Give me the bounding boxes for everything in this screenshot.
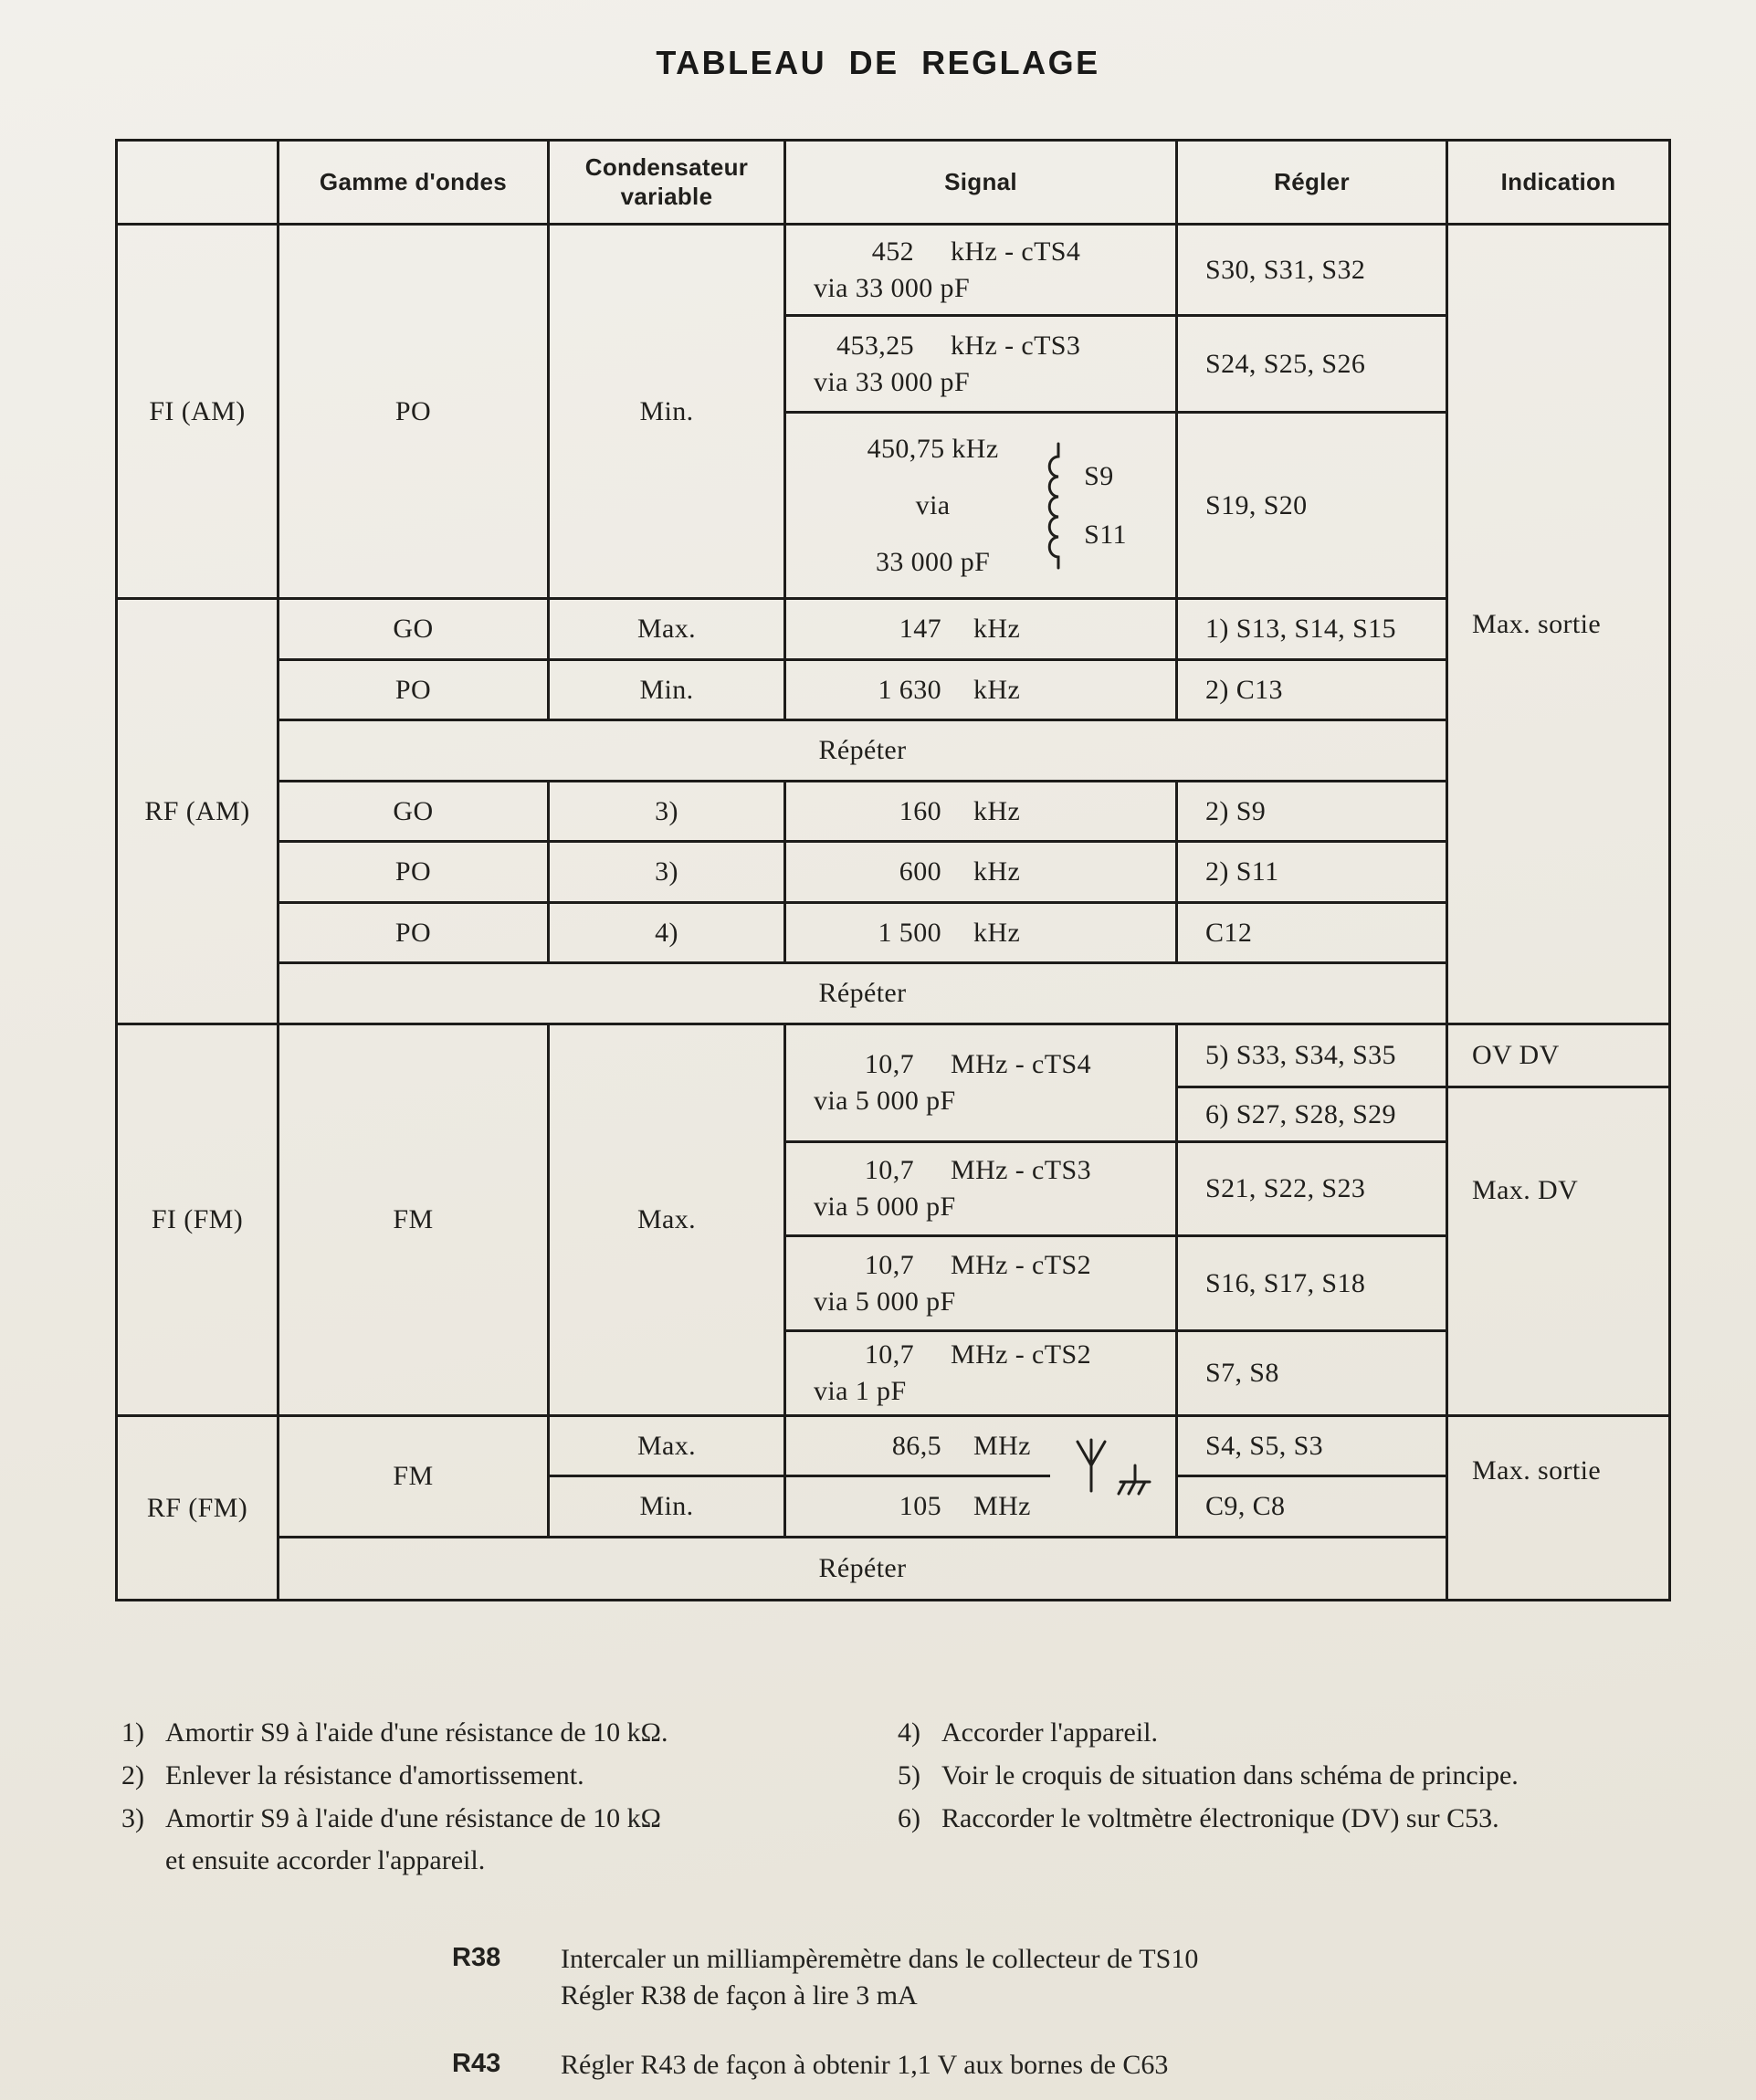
- regler-cell: C9, C8: [1177, 1476, 1447, 1538]
- col-header-condensateur: [549, 141, 785, 225]
- footnote-item: [121, 1718, 852, 1748]
- signal-cell: [785, 1142, 1177, 1236]
- note-line1: Régler R43 de façon à obtenir 1,1 V aux bornes de C63: [561, 2050, 1169, 2080]
- coil-label-top: S9: [1084, 460, 1114, 491]
- rf-am-row-1: [117, 599, 1670, 660]
- indication-cell-maxdv: Max. DV: [1447, 1087, 1670, 1416]
- regler-cell: S7, S8: [1177, 1331, 1447, 1416]
- signal-via: via 33 000 pF: [814, 272, 971, 303]
- col-header-regler: Régler: [1177, 141, 1447, 225]
- gamme-cell: PO: [279, 660, 549, 720]
- footnote-text: Enlever la résistance d'amortissement.: [165, 1760, 584, 1790]
- header-row: [117, 141, 1670, 225]
- signal-unit: kHz: [973, 795, 1021, 826]
- signal-cell: [785, 782, 1177, 842]
- signal-frequency: 10,7: [864, 1249, 914, 1280]
- signal-unit: kHz: [973, 856, 1021, 887]
- footnote-number: 2): [121, 1760, 144, 1790]
- regler-cell: 2) S9: [1177, 782, 1447, 842]
- footnote-item: [121, 1804, 852, 1875]
- signal-frequency: 86,5: [891, 1430, 941, 1461]
- signal-frequency: 1 500: [878, 917, 941, 948]
- regler-cell: 5) S33, S34, S35: [1177, 1024, 1447, 1087]
- footnote-number: 6): [898, 1803, 920, 1833]
- regler-cell: S24, S25, S26: [1177, 316, 1447, 413]
- col-header-gamme: Gamme d'ondes: [279, 141, 549, 225]
- footnote-text: Voir le croquis de situation dans schéma de principe.: [941, 1760, 1519, 1790]
- repeater-row-cell: Répéter: [279, 963, 1447, 1024]
- section-label-rf-fm: RF (FM): [117, 1416, 279, 1601]
- rf-fm-row-1: [117, 1416, 1670, 1476]
- footnote-item: [898, 1761, 1674, 1790]
- col-header-cond-line1: Condensateur: [584, 153, 749, 182]
- note-r43: [452, 2047, 1756, 2084]
- signal-via: via 5 000 pF: [814, 1286, 956, 1317]
- note-line1: Intercaler un milliampèremètre dans le collecteur de TS10: [561, 1944, 1199, 1974]
- signal-target: MHz - cTS4: [951, 1049, 1091, 1079]
- note-body: [561, 2047, 1168, 2084]
- document-title: TABLEAU DE REGLAGE: [656, 44, 1100, 81]
- signal-cell: [785, 1236, 1177, 1331]
- rf-am-row-5: [117, 903, 1670, 963]
- rf-am-row-3: [117, 782, 1670, 842]
- signal-via: via: [915, 489, 951, 520]
- coil-symbol-icon: [1044, 442, 1071, 570]
- signal-unit: MHz: [973, 1491, 1031, 1521]
- condensateur-cell: Max.: [549, 1416, 785, 1476]
- rf-am-row-4: [117, 842, 1670, 903]
- signal-target: kHz - cTS4: [951, 236, 1081, 267]
- footnotes-right-column: [898, 1718, 1674, 1847]
- antenna-ground-icon: [1058, 1436, 1166, 1509]
- repeat-row-1: [117, 720, 1670, 782]
- signal-frequency: 160: [899, 795, 941, 826]
- footnote-text: Accorder l'appareil.: [941, 1717, 1158, 1748]
- footnotes-section: [0, 1718, 1756, 1875]
- note-label: R43: [452, 2049, 501, 2078]
- condensateur-cell: Max.: [549, 599, 785, 660]
- adjustment-notes: [452, 1941, 1756, 2084]
- regler-cell: S21, S22, S23: [1177, 1142, 1447, 1236]
- signal-unit: kHz: [973, 674, 1021, 705]
- signal-target: MHz - cTS2: [951, 1249, 1091, 1280]
- signal-frequency: 450,75 kHz: [867, 433, 999, 464]
- footnotes-left-column: [121, 1718, 852, 1875]
- signal-cell: [785, 1416, 1050, 1476]
- footnote-text-line2: et ensuite accorder l'appareil.: [165, 1845, 486, 1875]
- condensateur-cell: 4): [549, 903, 785, 963]
- signal-via: via 1 pF: [814, 1376, 907, 1406]
- repeat-row-3: [117, 1538, 1670, 1601]
- condensateur-cell: Min.: [549, 1476, 785, 1538]
- signal-unit: MHz: [973, 1430, 1031, 1461]
- condensateur-cell: Min.: [549, 660, 785, 720]
- note-line2: Régler R38 de façon à lire 3 mA: [561, 1980, 918, 2011]
- regler-cell: S16, S17, S18: [1177, 1236, 1447, 1331]
- indication-cell-am: Max. sortie: [1447, 225, 1670, 1024]
- regler-cell: S4, S5, S3: [1177, 1416, 1447, 1476]
- section-label-fi-am: FI (AM): [117, 225, 279, 599]
- signal-via: via 5 000 pF: [814, 1192, 956, 1222]
- signal-frequency: 452: [871, 236, 914, 267]
- signal-frequency: 10,7: [864, 1339, 914, 1370]
- signal-frequency: 147: [899, 614, 941, 644]
- fi-am-row-1: [117, 225, 1670, 316]
- signal-frequency: 1 630: [878, 674, 941, 705]
- signal-frequency: 600: [899, 856, 941, 887]
- footnote-text: [165, 1804, 852, 1875]
- rf-am-row-2: [117, 660, 1670, 720]
- note-body: [561, 1941, 1198, 2014]
- regler-cell: C12: [1177, 903, 1447, 963]
- gamme-cell: FM: [279, 1416, 549, 1538]
- repeater-row-cell: Répéter: [279, 1538, 1447, 1601]
- regler-cell: 6) S27, S28, S29: [1177, 1087, 1447, 1142]
- regler-cell: 2) C13: [1177, 660, 1447, 720]
- fi-fm-row-1: [117, 1024, 1670, 1087]
- regler-cell: 1) S13, S14, S15: [1177, 599, 1447, 660]
- signal-unit: kHz: [973, 917, 1021, 948]
- gamme-cell: PO: [279, 903, 549, 963]
- regler-cell: 2) S11: [1177, 842, 1447, 903]
- condensateur-cell: Max.: [549, 1024, 785, 1416]
- condensateur-cell: Min.: [549, 225, 785, 599]
- signal-unit: kHz: [973, 614, 1021, 644]
- footnote-number: 1): [121, 1717, 144, 1748]
- section-label-rf-am: RF (AM): [117, 599, 279, 1024]
- signal-cell: [785, 316, 1177, 413]
- col-header-cond-line2: variable: [620, 182, 713, 210]
- signal-cell: [785, 903, 1177, 963]
- gamme-cell: PO: [279, 842, 549, 903]
- signal-via: via 33 000 pF: [814, 366, 971, 397]
- regler-cell: S19, S20: [1177, 413, 1447, 599]
- footnote-item: [898, 1804, 1674, 1833]
- signal-cell: [785, 1331, 1177, 1416]
- gamme-cell: PO: [279, 225, 549, 599]
- signal-cell: [785, 1476, 1050, 1538]
- indication-cell-ovdv: OV DV: [1447, 1024, 1670, 1087]
- signal-cell: [785, 1024, 1177, 1142]
- footnote-number: 5): [898, 1760, 920, 1790]
- footnote-item: [898, 1718, 1674, 1748]
- gamme-cell: GO: [279, 599, 549, 660]
- section-label-fi-fm: FI (FM): [117, 1024, 279, 1416]
- signal-cell: [785, 842, 1177, 903]
- signal-target: kHz - cTS3: [951, 330, 1081, 361]
- footnote-number: 3): [121, 1803, 144, 1833]
- indication-cell-fm: Max. sortie: [1447, 1416, 1670, 1601]
- note-label: R38: [452, 1943, 501, 1972]
- col-header-indication: Indication: [1447, 141, 1670, 225]
- col-header-blank: [117, 141, 279, 225]
- signal-target: MHz - cTS2: [951, 1339, 1091, 1370]
- col-header-signal: Signal: [785, 141, 1177, 225]
- footnote-text: Amortir S9 à l'aide d'une résistance de 10 kΩ.: [165, 1717, 668, 1748]
- signal-frequency: 10,7: [864, 1049, 914, 1079]
- signal-capacitor: 33 000 pF: [875, 546, 991, 577]
- coil-label-bottom: S11: [1084, 519, 1127, 550]
- signal-target: MHz - cTS3: [951, 1155, 1091, 1185]
- footnote-text-line1: Amortir S9 à l'aide d'une résistance de 10 kΩ: [165, 1803, 661, 1833]
- signal-cell: [785, 599, 1177, 660]
- signal-frequency: 10,7: [864, 1155, 914, 1185]
- signal-via: via 5 000 pF: [814, 1086, 956, 1116]
- repeat-row-2: [117, 963, 1670, 1024]
- condensateur-cell: 3): [549, 842, 785, 903]
- condensateur-cell: 3): [549, 782, 785, 842]
- regler-cell: S30, S31, S32: [1177, 225, 1447, 316]
- signal-frequency: 453,25: [836, 330, 914, 361]
- signal-frequency: 105: [899, 1491, 941, 1521]
- signal-cell: [785, 660, 1177, 720]
- signal-cell: [785, 225, 1177, 316]
- gamme-cell: FM: [279, 1024, 549, 1416]
- gamme-cell: GO: [279, 782, 549, 842]
- reglage-table: [115, 139, 1671, 1601]
- signal-cell-coil: [785, 413, 1177, 599]
- repeater-row-cell: Répéter: [279, 720, 1447, 782]
- footnote-item: [121, 1761, 852, 1790]
- footnote-text: Raccorder le voltmètre électronique (DV) sur C53.: [941, 1803, 1499, 1833]
- signal-symbol-cell: [1050, 1416, 1177, 1538]
- footnote-number: 4): [898, 1717, 920, 1748]
- note-r38: [452, 1941, 1756, 2014]
